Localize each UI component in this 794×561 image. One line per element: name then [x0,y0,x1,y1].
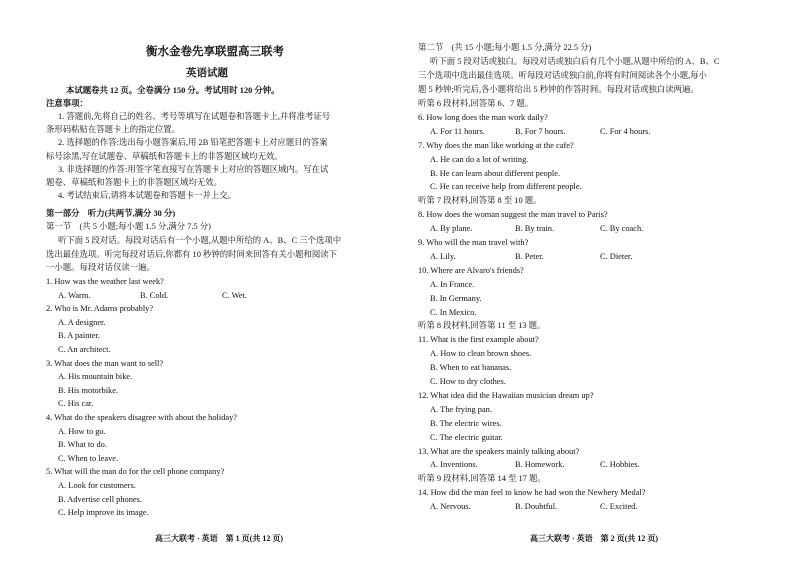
option: C. How to dry clothes. [430,377,506,386]
question: 3. What does the man want to sell? [46,358,164,368]
option: C. He can receive help from different people. [430,182,582,192]
page-2-footer: 高三大联考 · 英语 第 2 页(共 12 页) [530,534,658,543]
option: B. What to do. [58,440,107,450]
material-heading: 听第 8 段材料,回答第 11 至 13 题。 [418,321,546,331]
question: 5. What will the man do for the cell phone company? [46,467,225,477]
question: 4. What do the speakers disagree with about the holiday? [46,413,238,422]
option: C. The electric guitar. [430,432,503,442]
option: B. He can learn about different people. [430,168,561,178]
question: 2. Who is Mr. Adams probably? [46,304,154,314]
notice-title: 注意事项： [46,99,88,108]
option: A. In France. [430,279,475,289]
instruction-line: 选出最佳选项。听完每段对话后,你都有 10 秒钟的时间来回答有关小题和阅读下 [46,249,338,259]
option: B. When to eat bananas. [430,363,512,373]
options-row [58,290,302,301]
notice-line: 标号涂黑,写在试题卷、草稿纸和答题卡上的非答题区域均无效。 [46,151,283,161]
instruction-line: 听下面 5 段对话或独白。每段对话或独白后有几个小题,从题中所给的 A、B、C [430,57,720,66]
options-row [430,459,680,470]
option: B. Homework. [515,460,565,470]
option: A. Lily. [430,251,456,261]
option: B. The electric wires. [430,418,502,428]
option: C. Dieter. [600,251,633,261]
question: 6. How long does the man work daily? [418,112,548,122]
question: 11. What is the first example about? [418,335,539,345]
option: C. When to leave. [58,453,119,463]
instruction-line: 三个选项中选出最佳选项。听每段对话或独白前,你将有时间阅读各个小题,每小 [418,71,707,80]
option: A. For 11 hours. [430,126,485,136]
option: B. In Germany. [430,293,482,303]
part-title: 第一部分 听力(共两节,满分 30 分) [46,209,176,218]
option: C. Excited. [600,502,638,512]
question: 12. What idea did the Hawaiian musician dream up? [418,390,594,400]
notice-line: 题卷、草稿纸和答题卡上的非答题区域均无效。 [46,178,222,187]
option: C. By coach. [600,224,644,234]
question: 13. What are the speakers mainly talking about? [418,446,580,456]
page-1-footer: 高三大联考 · 英语 第 1 页(共 12 页) [155,534,283,543]
notice-line: 1. 答题前,先将自己的姓名、考号等填写在试题卷和答题卡上,并将准考证号 [58,112,331,121]
option: C. Hobbies. [600,460,640,470]
option: B. For 7 hours. [515,126,566,136]
material-heading: 听第 6 段材料,回答第 6、7 题。 [418,99,534,108]
instruction-line: 题 5 秒钟;听完后,各小题将给出 5 秒钟的作答时间。每段对话或独白读两遍。 [418,85,699,94]
question: 8. How does the woman suggest the man travel to Paris? [418,210,608,220]
option: B. Cold. [140,290,169,300]
option: B. His motorbike. [58,385,119,395]
option: A. Nervous. [430,502,471,512]
notice-line: 3. 非选择题的作答:用签字笔直接写在答题卡上对应的答题区域内。写在试 [58,164,329,174]
option: C. His car. [58,399,94,409]
option: A. How to clean brown shoes. [430,349,532,359]
option: A. His mountain bike. [58,372,133,382]
notice-line: 2. 选择题的作答:选出每小题答案后,用 2B 铅笔把答题卡上对应题目的答案 [58,138,328,148]
subject-title: 英语试题 [186,68,228,79]
option: B. By train. [515,224,555,234]
option: C. Wet. [222,290,247,300]
option: C. Help improve its image. [58,508,149,518]
question: 9. Who will the man travel with? [418,238,529,247]
exam-info: 本试题卷共 12 页。全卷满分 150 分。考试用时 120 分钟。 [66,86,280,95]
question: 14. How did the man feel to know he had won the Newbery Medal? [418,488,646,498]
question: 7. Why does the man like working at the cafe? [418,140,574,150]
option: C. An architect. [58,345,111,354]
option: A. A designer. [58,317,106,327]
option: B. Doubtful. [515,502,558,512]
question: 10. Where are Alvaro's friends? [418,265,524,275]
option: B. A painter. [58,331,100,341]
option: A. Inventions. [430,460,478,470]
section-title: 第二节 (共 15 小题;每小题 1.5 分,满分 22.5 分) [418,43,592,52]
exam-title: 衡水金卷先享联盟高三联考 [146,46,284,58]
instruction-line: 听下面 5 段对话。每段对话后有一个小题,从题中所给的 A、B、C 三个选项中 [58,236,342,245]
section-title: 第一节 (共 5 小题;每小题 1.5 分,满分 7.5 分) [46,222,211,231]
option: A. How to go. [58,426,106,436]
option: B. Advertise cell phones. [58,494,142,504]
options-row [430,501,680,512]
option: A. By plane. [430,224,473,234]
options-row [430,223,680,234]
question: 1. How was the weather last week? [46,277,164,286]
notice-line: 条形码粘贴在答题卡上的指定位置。 [46,125,180,135]
option: C. For 4 hours. [600,126,651,136]
options-row [430,251,680,262]
instruction-line: 一小题。每段对话仅读一遍。 [46,263,155,273]
material-heading: 听第 7 段材料,回答第 8 至 10 题。 [418,196,542,206]
option: C. In Mexico. [430,307,477,317]
material-heading: 听第 9 段材料,回答第 14 至 17 题。 [418,474,546,484]
notice-line: 4. 考试结束后,请将本试题卷和答题卡一并上交。 [58,191,236,201]
option: A. He can do a lot of writing. [430,154,529,164]
options-row [430,126,680,137]
option: A. Warm. [58,290,91,300]
option: A. Look for customers. [58,481,136,490]
option: B. Peter. [515,251,544,261]
option: A. The frying pan. [430,404,492,414]
